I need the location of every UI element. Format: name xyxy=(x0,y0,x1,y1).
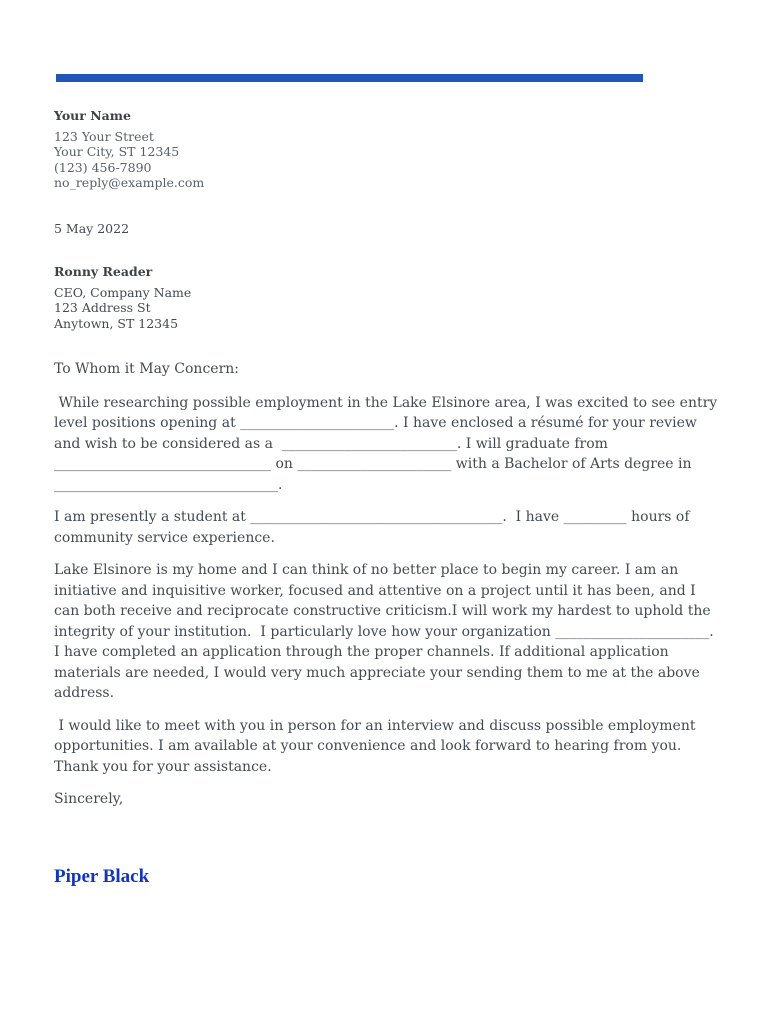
letter-body xyxy=(54,359,722,822)
body-paragraph-3: Lake Elsinore is my home and I can think of no better place to begin my career. I am an initiative and inquisitive worker, focused and attentive on a project until it has been, and I can both receive and reciprocate constructive criticism.I will work my hardest to uphold the integrity of your institution. I particularly love how your organization ______________________. I have completed an application through the proper channels. If additional application materials are needed, I would very much appreciate your sending them to me at the above address. xyxy=(54,562,719,701)
recipient-title: CEO, Company Name xyxy=(54,284,192,300)
sender-city: Your City, ST 12345 xyxy=(54,144,180,159)
sender-name: Your Name xyxy=(54,108,131,123)
recipient-name: Ronny Reader xyxy=(54,264,153,279)
recipient-street: 123 Address St xyxy=(54,300,151,315)
body-paragraph-2: I am presently a student at ____________________________________. I have _________ hours of community service experience. xyxy=(54,509,694,546)
recipient-block xyxy=(54,264,191,331)
sender-street: 123 Your Street xyxy=(54,128,154,144)
closing: Sincerely, xyxy=(54,791,124,807)
header-accent-bar xyxy=(56,74,643,82)
salutation: To Whom it May Concern: xyxy=(54,361,239,377)
sender-email: no_reply@example.com xyxy=(54,175,205,190)
body-paragraph-4: I would like to meet with you in person for an interview and discuss possible employment opportunities. I am available at your convenience and look forward to hearing from you. Thank you for your assistance. xyxy=(54,717,700,775)
sender-block xyxy=(54,108,204,191)
letter-date: 5 May 2022 xyxy=(54,221,130,236)
body-paragraph-1: While researching possible employment in the Lake Elsinore area, I was excited to see entry level positions opening at ______________________. I have enclosed a résumé for your review and wish to be considered as a _________________________. I will graduate from _______________________________ on ______________________ with a Bachelor of Arts degree in ________________________________. xyxy=(54,394,722,493)
recipient-city: Anytown, ST 12345 xyxy=(54,315,179,331)
signature: Piper Black xyxy=(54,866,150,887)
sender-phone: (123) 456-7890 xyxy=(54,159,152,175)
